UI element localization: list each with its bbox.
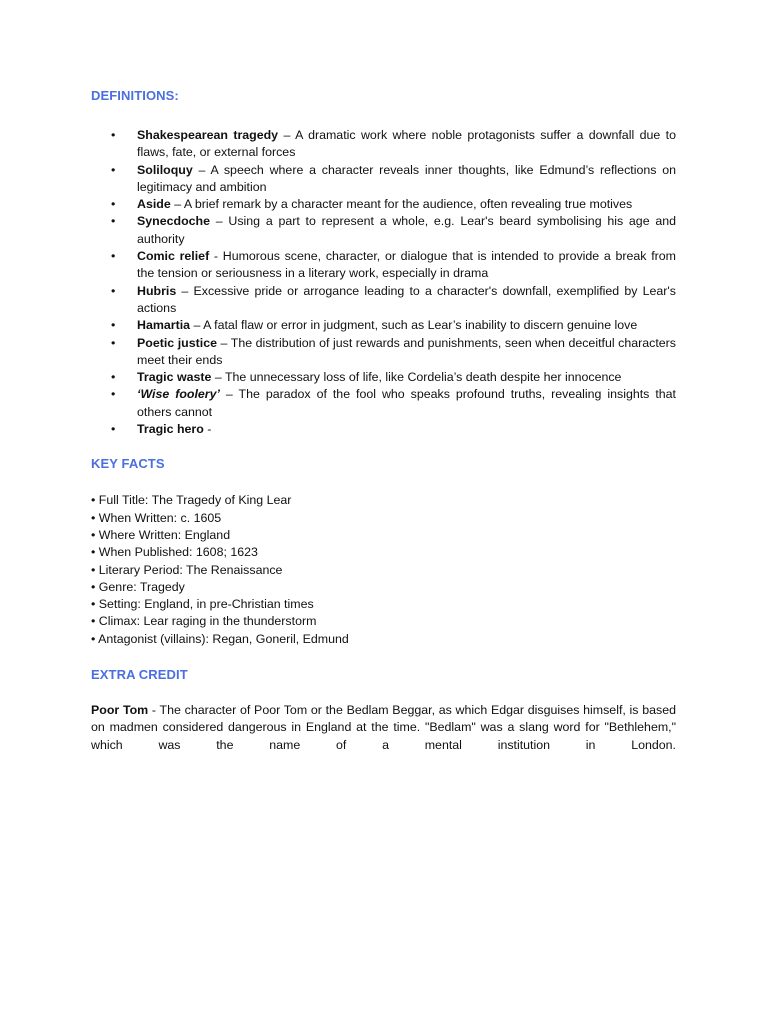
definition-term: Aside <box>137 197 171 212</box>
bullet-icon: • <box>111 283 116 298</box>
bullet-icon: • <box>111 214 116 229</box>
definition-term: Poetic justice <box>137 335 217 350</box>
definition-term: Shakespearean tragedy <box>137 128 279 142</box>
definition-item <box>91 369 676 386</box>
definition-description: Using a part to represent a whole, e.g. Lear's beard symbolising his age and authority <box>137 214 676 246</box>
definition-description: A dramatic work where noble protagonists suffer a downfall due to flaws, fate, or external forces <box>137 128 677 160</box>
definition-item <box>91 335 676 370</box>
key-fact-item: • Genre: Tragedy <box>91 579 185 594</box>
definition-term: Tragic hero <box>137 422 204 437</box>
definition-description: A speech where a character reveals inner thoughts, like Edmund’s reflections on legitimacy and ambition <box>137 162 676 194</box>
definition-item <box>91 283 676 318</box>
key-fact-item: • Full Title: The Tragedy of King Lear <box>91 493 292 508</box>
bullet-icon: • <box>111 387 116 402</box>
definition-item <box>91 196 676 213</box>
key-fact-item: • Antagonist (villains): Regan, Goneril, Edmund <box>91 631 349 646</box>
key-fact-item: • Climax: Lear raging in the thunderstorm <box>91 614 317 629</box>
definition-term: Synecdoche <box>137 214 210 229</box>
key-facts-list <box>91 492 676 648</box>
definition-separator: – <box>170 197 184 212</box>
key-fact-item: • Where Written: England <box>91 527 231 542</box>
definition-separator: - <box>203 422 212 437</box>
definition-term: Tragic waste <box>137 370 212 385</box>
extra-credit-text: - The character of Poor Tom or the Bedlam Beggar, as which Edgar disguises himself, is based on madmen considered dangerous in England at the time. "Bedlam" was a slang word for "Bethlehem," which was the name of a mental institution in London. <box>91 703 676 752</box>
definition-item <box>91 248 676 283</box>
key-fact-item: • When Published: 1608; 1623 <box>91 545 258 560</box>
definition-description: A fatal flaw or error in judgment, such as Lear’s inability to discern genuine love <box>203 318 638 333</box>
bullet-icon: • <box>111 318 116 333</box>
definition-description: Excessive pride or arrogance leading to a character's downfall, exemplified by Lear's actions <box>137 283 676 315</box>
definition-separator: - <box>209 249 223 264</box>
definition-description: The distribution of just rewards and punishments, seen when deceitful characters meet their ends <box>137 335 676 367</box>
definition-separator: – <box>216 335 231 350</box>
definition-item <box>91 386 676 421</box>
definitions-list <box>91 127 676 438</box>
definition-item <box>91 162 676 197</box>
definition-term: Hamartia <box>137 318 191 333</box>
definitions-heading: DEFINITIONS: <box>91 88 179 103</box>
definition-description: The unnecessary loss of life, like Cordelia’s death despite her innocence <box>224 370 622 385</box>
definition-term: Comic relief <box>137 249 210 264</box>
definition-separator: – <box>210 214 229 229</box>
definition-separator: – <box>192 162 211 177</box>
key-facts-heading: KEY FACTS <box>91 456 165 472</box>
bullet-icon: • <box>111 370 116 385</box>
definition-term: Hubris <box>137 283 177 298</box>
extra-credit-heading: EXTRA CREDIT <box>91 667 188 683</box>
key-fact-item: • When Written: c. 1605 <box>91 510 222 525</box>
bullet-icon: • <box>111 197 116 212</box>
bullet-icon: • <box>111 335 116 350</box>
extra-credit-paragraph <box>91 702 676 754</box>
definition-item <box>91 127 676 162</box>
bullet-icon: • <box>111 128 116 142</box>
definition-separator: – <box>278 128 296 142</box>
bullet-icon: • <box>111 249 116 264</box>
key-fact-item: • Setting: England, in pre-Christian times <box>91 597 314 612</box>
definition-term: Soliloquy <box>137 162 193 177</box>
definition-item <box>91 421 676 438</box>
definition-term: ‘Wise foolery’ <box>137 387 220 402</box>
definition-description: The paradox of the fool who speaks profound truths, revealing insights that others cannot <box>137 387 676 419</box>
definition-separator: – <box>219 387 239 402</box>
definition-description: Humorous scene, character, or dialogue that is intended to provide a break from the tension or seriousness in a literary work, especially in drama <box>137 249 676 281</box>
document-page <box>91 86 676 754</box>
definition-item <box>91 213 676 248</box>
bullet-icon: • <box>111 422 116 437</box>
definition-separator: – <box>211 370 225 385</box>
extra-credit-term: Poor Tom <box>91 703 149 718</box>
definition-separator: – <box>176 283 194 298</box>
definition-item <box>91 317 676 334</box>
bullet-icon: • <box>111 162 116 177</box>
definition-description: A brief remark by a character meant for the audience, often revealing true motives <box>183 197 633 212</box>
definition-separator: – <box>190 318 204 333</box>
key-fact-item: • Literary Period: The Renaissance <box>91 562 283 577</box>
